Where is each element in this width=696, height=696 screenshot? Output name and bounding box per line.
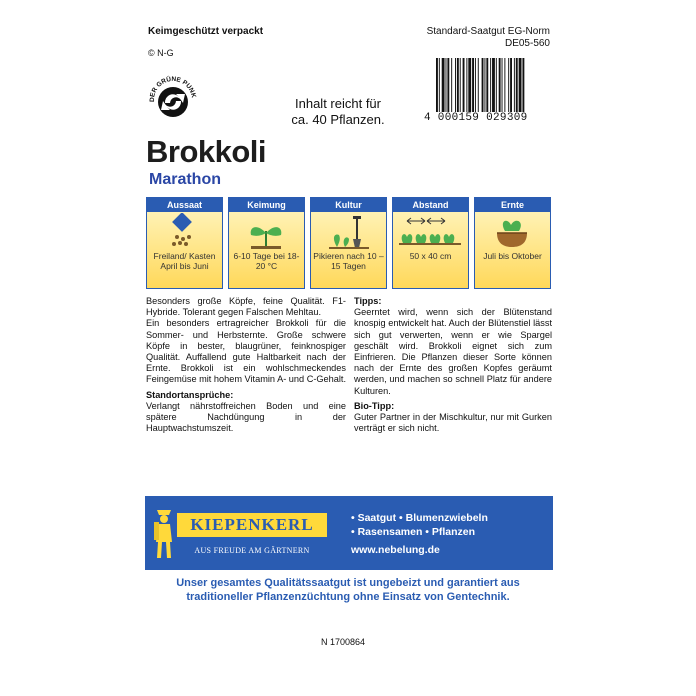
standort-heading: Standortansprüche: bbox=[146, 389, 234, 400]
barcode-bar bbox=[499, 58, 501, 112]
barcode-bar bbox=[484, 58, 485, 112]
green-dot-icon bbox=[145, 72, 201, 128]
info-box-kultur bbox=[310, 197, 387, 289]
product-title: Brokkoli bbox=[146, 134, 267, 169]
seed-sowing-icon bbox=[147, 213, 221, 251]
info-head: Ernte bbox=[475, 198, 550, 212]
standard-code: DE05-560 bbox=[504, 38, 550, 49]
info-text: Freiland/ Kasten April bis Juni bbox=[153, 251, 216, 271]
info-box-ernte bbox=[474, 197, 551, 289]
barcode-bar bbox=[496, 58, 497, 112]
brand-tagline: AUS FREUDE AM GÄRTNERN bbox=[194, 546, 310, 555]
standard-info bbox=[427, 26, 550, 50]
info-head: Kultur bbox=[311, 198, 386, 212]
barcode-digits: 4 000159 029309 bbox=[424, 112, 528, 124]
barcode-bar bbox=[478, 58, 479, 112]
seedling-icon bbox=[229, 213, 303, 251]
plant-spacing-icon bbox=[393, 213, 467, 251]
right-column bbox=[354, 296, 552, 434]
barcode bbox=[434, 58, 552, 112]
list-item: • Rasensamen • Pflanzen bbox=[351, 526, 476, 538]
barcode-bar bbox=[475, 58, 476, 112]
barcode-bar bbox=[510, 58, 512, 112]
barcode-bar bbox=[436, 58, 438, 112]
website-link[interactable]: www.nebelung.de bbox=[351, 544, 440, 556]
info-box-aussaat bbox=[146, 197, 223, 289]
barcode-bar bbox=[472, 58, 474, 112]
bio-tipp-heading: Bio-Tipp: bbox=[354, 400, 395, 411]
info-row bbox=[146, 197, 551, 289]
barcode-bar bbox=[482, 58, 484, 112]
info-box-abstand bbox=[392, 197, 469, 289]
barcode-bar bbox=[504, 58, 505, 112]
barcode-bar bbox=[486, 58, 488, 112]
barcode-bar bbox=[447, 58, 449, 112]
barcode-bar bbox=[439, 58, 440, 112]
product-list bbox=[351, 511, 488, 557]
info-head: Abstand bbox=[393, 198, 468, 212]
barcode-bar bbox=[490, 58, 491, 112]
barcode-bar bbox=[460, 58, 461, 112]
brand-name: KIEPENKERL bbox=[177, 513, 327, 537]
barcode-bar bbox=[516, 58, 518, 112]
barcode-bar bbox=[468, 58, 471, 112]
barcode-bar bbox=[451, 58, 452, 112]
description-text: Ein besonders ertragreicher Brokkoli für die Sommer- und Herbsternte. Große schwere Köpfe in bester, blaugrüner, feinknospiger Qualität. Auffallend gute Haltbarkeit nach der Ernte. Brokkoli ist ein wohlschmeckendes Feingemüse mit hohem Vitamin A- und C-Gehalt. bbox=[146, 318, 347, 385]
bio-tipp-text: Guter Partner in der Mischkultur, nur mit Gurken verträgt er sich nicht. bbox=[354, 412, 552, 434]
barcode-bar bbox=[522, 58, 524, 112]
product-variety: Marathon bbox=[149, 171, 221, 188]
guarantee-text: Unser gesamtes Qualitätssaatgut ist ungebeizt und garantiert aus traditioneller Pflanzenzüchtung ohne Einsatz von Gentechnik. bbox=[176, 577, 520, 603]
barcode-bar bbox=[463, 58, 465, 112]
info-text: 50 x 40 cm bbox=[409, 251, 452, 261]
green-dot-label: DER GRÜNE PUNK bbox=[148, 75, 197, 103]
ng-mark: © N-G bbox=[148, 48, 174, 58]
info-head: Aussaat bbox=[147, 198, 222, 212]
spade-plants-icon bbox=[311, 213, 385, 251]
barcode-bar bbox=[442, 58, 445, 112]
barcode-bar bbox=[508, 58, 509, 112]
standort-text: Verlangt nährstoffreichen Boden und eine spätere Nachdüngung in der Hauptwachstumszeit. bbox=[146, 400, 346, 434]
barcode-bar bbox=[514, 58, 515, 112]
info-text: 6-10 Tage bei 18-20 °C bbox=[233, 251, 300, 271]
barcode-bar bbox=[492, 58, 495, 112]
intro-text: Besonders große Köpfe, feine Qualität. F1-Hybride. Tolerant gegen Falschen Mehltau. bbox=[146, 296, 346, 318]
info-head: Keimung bbox=[229, 198, 304, 212]
list-item: • Saatgut • Blumenzwiebeln bbox=[351, 512, 488, 524]
brand-banner bbox=[145, 496, 553, 570]
tipps-heading: Tipps: bbox=[354, 296, 382, 306]
article-number: N 1700864 bbox=[321, 637, 366, 647]
barcode-bar bbox=[519, 58, 522, 112]
left-column bbox=[146, 296, 346, 434]
kiepenkerl-figure-icon bbox=[153, 506, 175, 562]
barcode-bar bbox=[457, 58, 459, 112]
barcode-bar bbox=[455, 58, 456, 112]
info-box-keimung bbox=[228, 197, 305, 289]
info-text: Juli bis Oktober bbox=[483, 251, 542, 261]
barcode-bar bbox=[466, 58, 467, 112]
tipps-text: Geerntet wird, wenn sich der Blütenstand knospig entwickelt hat. Auch der Blütenstiel lässt sich gut verwerten, wenn er wie Spargel geschält wird. Brokkoli eignet sich zum Einfrieren. Die Pflanzen dieser Sorte können nach der Ernte des großen Kopfes geräumt werden, und machen so schnell Platz für andere Kulturen. bbox=[354, 307, 552, 396]
info-text: Pikieren nach 10 – 15 Tagen bbox=[313, 251, 384, 271]
packaging-note: Keimgeschützt verpackt bbox=[148, 26, 264, 37]
barcode-bar bbox=[502, 58, 503, 112]
barcode-bar bbox=[446, 58, 447, 112]
standard-label: Standard-Saatgut EG-Norm bbox=[426, 26, 550, 37]
content-note: Inhalt reicht für ca. 40 Pflanzen. bbox=[291, 96, 385, 127]
harvest-bowl-icon bbox=[475, 213, 549, 251]
